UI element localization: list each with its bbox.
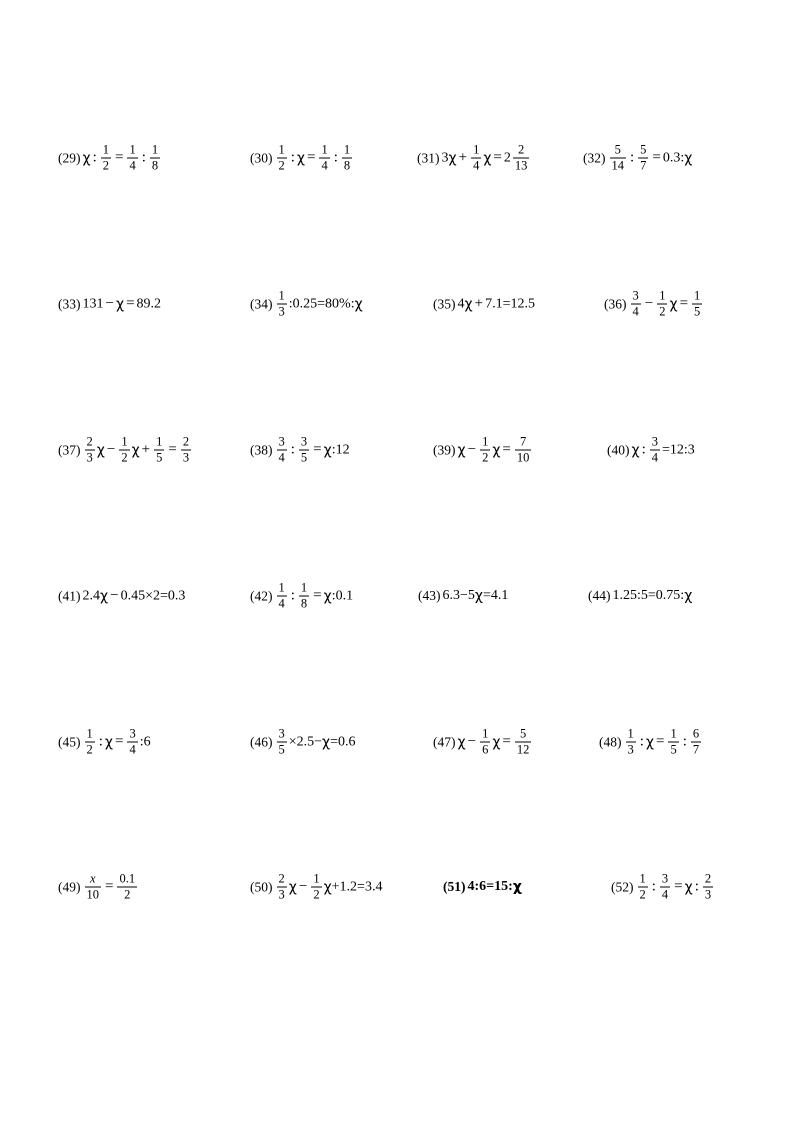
operator: − <box>105 295 114 312</box>
fraction-numerator: 1 <box>473 142 480 157</box>
problem <box>58 144 162 173</box>
fraction <box>668 728 678 757</box>
expression-text: 0.3: <box>662 150 685 165</box>
problem <box>250 728 356 757</box>
fraction-numerator: 2 <box>278 871 285 886</box>
fraction <box>342 144 352 173</box>
expression-text: =12:3 <box>662 442 695 457</box>
operator: − <box>644 295 654 312</box>
fraction-denominator: 4 <box>651 450 659 465</box>
expression-text: :0.25=80%: <box>288 296 355 311</box>
operator: : <box>98 733 103 750</box>
fraction-numerator: 1 <box>627 726 634 741</box>
problem <box>250 436 350 465</box>
fraction-numerator: 1 <box>102 142 110 157</box>
operator: = <box>502 441 511 458</box>
variable-x: χ <box>457 442 466 458</box>
fraction <box>277 290 287 319</box>
expression-text: :6 <box>139 734 151 749</box>
problem-number: (38) <box>250 442 273 458</box>
variable-x: χ <box>684 588 693 604</box>
fraction <box>626 728 636 757</box>
problem <box>588 589 692 603</box>
operator: − <box>106 441 116 458</box>
operator: = <box>674 878 683 895</box>
problem-number: (35) <box>433 296 456 312</box>
fraction-denominator: 4 <box>321 158 328 173</box>
operator: : <box>641 441 646 458</box>
problem <box>583 144 692 173</box>
fraction <box>638 873 648 902</box>
operator: : <box>290 441 295 458</box>
problem <box>250 290 363 319</box>
fraction-denominator: 2 <box>86 742 93 757</box>
problem-number: (29) <box>58 150 81 166</box>
fraction <box>181 436 191 465</box>
variable-x: χ <box>483 150 492 166</box>
variable-x: χ <box>512 879 522 895</box>
problem-number: (49) <box>58 879 81 895</box>
problem <box>604 290 704 319</box>
variable-x: χ <box>104 734 114 750</box>
fraction-numerator: 1 <box>278 288 285 303</box>
fraction <box>660 873 670 902</box>
variable-x: χ <box>82 150 91 166</box>
fraction-denominator: 13 <box>514 158 528 173</box>
fraction-numerator: 1 <box>129 142 136 157</box>
operator: + <box>141 441 151 458</box>
fraction <box>277 582 287 611</box>
fraction <box>703 873 713 902</box>
variable-x: χ <box>457 734 466 750</box>
variable-x: χ <box>131 442 140 458</box>
fraction <box>657 290 667 319</box>
fraction-denominator: 10 <box>86 887 99 902</box>
variable-x: χ <box>96 442 105 458</box>
problem-number: (40) <box>607 442 630 458</box>
expression-text: 4 <box>457 296 465 311</box>
expression-text: =0.6 <box>330 734 356 749</box>
fraction-numerator: 6 <box>692 726 700 741</box>
problem <box>443 880 522 894</box>
operator: = <box>115 733 124 750</box>
operator: = <box>115 149 124 166</box>
problem-number: (47) <box>433 734 456 750</box>
fraction <box>515 436 532 465</box>
fraction-denominator: 5 <box>156 450 163 465</box>
operator: = <box>656 733 665 750</box>
operator: = <box>105 878 114 895</box>
operator: = <box>168 441 177 458</box>
variable-x: χ <box>669 296 678 312</box>
expression-text: 3 <box>441 150 449 165</box>
operator: : <box>682 733 687 750</box>
operator: : <box>694 878 699 895</box>
fraction-denominator: 2 <box>313 887 320 902</box>
fraction-denominator: 4 <box>129 158 136 173</box>
variable-x: χ <box>323 588 332 604</box>
operator: + <box>474 295 484 312</box>
expression-text: +1.2=3.4 <box>331 879 383 894</box>
fraction-numerator: 1 <box>300 580 308 595</box>
operator: = <box>313 587 322 604</box>
problem <box>433 728 533 757</box>
problem <box>418 589 508 603</box>
fraction-numerator: 7 <box>520 434 527 449</box>
fraction-numerator: 1 <box>313 871 320 886</box>
fraction-denominator: 2 <box>278 158 285 173</box>
fraction-denominator: 5 <box>278 742 285 757</box>
fraction <box>277 144 287 173</box>
expression-text: 2 <box>503 150 511 165</box>
operator: + <box>458 149 468 166</box>
problem <box>250 582 353 611</box>
problem-number: (33) <box>58 296 81 312</box>
fraction-numerator: 0.1 <box>119 871 136 886</box>
operator: : <box>141 149 146 166</box>
operator: : <box>290 587 295 604</box>
problem-number: (42) <box>250 588 273 604</box>
problem <box>433 436 533 465</box>
problem-number: (41) <box>58 588 81 604</box>
variable-x: χ <box>100 588 109 604</box>
fraction-numerator: 3 <box>129 726 136 741</box>
variable-x: χ <box>323 879 332 895</box>
operator: = <box>313 441 322 458</box>
operator: = <box>126 295 135 312</box>
fraction-numerator: 1 <box>482 434 489 449</box>
fraction-numerator: 1 <box>321 142 328 157</box>
fraction <box>471 144 481 173</box>
variable-x: χ <box>323 442 332 458</box>
problem-number: (39) <box>433 442 456 458</box>
fraction-denominator: 3 <box>278 304 285 319</box>
fraction <box>150 144 160 173</box>
problem <box>250 873 382 902</box>
fraction-numerator: 3 <box>651 434 659 449</box>
fraction-denominator: 2 <box>639 887 646 902</box>
problem-number: (51) <box>443 879 466 895</box>
operator: − <box>467 441 477 458</box>
fraction-numerator: x <box>89 871 96 886</box>
expression-text: 89.2 <box>136 296 162 311</box>
fraction-denominator: 12 <box>516 742 530 757</box>
operator: : <box>290 149 295 166</box>
variable-x: χ <box>684 879 693 895</box>
fraction-numerator: 3 <box>278 434 285 449</box>
fraction-denominator: 14 <box>611 158 624 173</box>
variable-x: χ <box>645 734 655 750</box>
operator: = <box>652 149 661 166</box>
fraction-numerator: 1 <box>639 871 646 886</box>
expression-text: 2.4 <box>82 588 100 603</box>
variable-x: χ <box>631 442 640 458</box>
fraction-numerator: 1 <box>694 288 701 303</box>
fraction-numerator: 2 <box>86 434 93 449</box>
fraction <box>480 436 490 465</box>
fraction-denominator: 7 <box>640 158 647 173</box>
expression-text: 131 <box>82 296 104 311</box>
fraction-denominator: 2 <box>102 158 110 173</box>
fraction-denominator: 2 <box>659 304 666 319</box>
fraction-denominator: 3 <box>704 887 712 902</box>
problem-number: (37) <box>58 442 81 458</box>
problem-number: (30) <box>250 150 273 166</box>
problem <box>58 873 139 902</box>
fraction <box>277 728 287 757</box>
fraction-denominator: 3 <box>278 887 285 902</box>
fraction <box>277 436 287 465</box>
fraction-denominator: 3 <box>627 742 634 757</box>
variable-x: χ <box>492 442 501 458</box>
expression-text: 7.1=12.5 <box>485 296 535 311</box>
problem <box>58 589 185 604</box>
fraction <box>515 728 532 757</box>
fraction-numerator: 2 <box>182 434 190 449</box>
fraction-denominator: 2 <box>121 450 128 465</box>
fraction <box>85 436 95 465</box>
fraction <box>311 873 321 902</box>
fraction-numerator: 1 <box>151 142 159 157</box>
expression-text: 1.25:5=0.75: <box>612 588 685 603</box>
expression-text: :0.1 <box>331 588 354 603</box>
expression-text: =4.1 <box>483 588 509 603</box>
fraction-denominator: 4 <box>473 158 480 173</box>
fraction-numerator: 1 <box>86 726 93 741</box>
fraction-numerator: 2 <box>518 142 525 157</box>
fraction <box>631 290 641 319</box>
fraction-denominator: 4 <box>278 596 285 611</box>
fraction-denominator: 8 <box>343 158 351 173</box>
problem-number: (45) <box>58 734 81 750</box>
fraction-denominator: 4 <box>632 304 639 319</box>
fraction <box>691 728 701 757</box>
fraction <box>127 728 137 757</box>
problem <box>58 436 193 465</box>
variable-x: χ <box>684 150 693 166</box>
expression-text: 4:6=15: <box>467 879 513 894</box>
variable-x: χ <box>322 734 331 750</box>
variable-x: χ <box>464 296 473 312</box>
fraction-numerator: 1 <box>343 142 351 157</box>
fraction-numerator: 1 <box>670 726 677 741</box>
expression-text: 6.3−5 <box>442 588 475 603</box>
variable-x: χ <box>492 734 501 750</box>
fraction <box>299 582 309 611</box>
operator: − <box>110 587 119 604</box>
operator: = <box>307 149 316 166</box>
problem-number: (31) <box>417 150 440 166</box>
expression-text: :12 <box>331 442 350 457</box>
operator: : <box>639 733 644 750</box>
fraction-numerator: 1 <box>278 580 285 595</box>
operator: : <box>630 149 635 166</box>
operator: : <box>92 149 97 166</box>
operator: − <box>467 733 477 750</box>
fraction-denominator: 7 <box>692 742 700 757</box>
variable-x: χ <box>474 588 483 604</box>
fraction-denominator: 3 <box>182 450 190 465</box>
fraction <box>119 436 129 465</box>
problem <box>611 873 715 902</box>
problem-number: (50) <box>250 879 273 895</box>
problem-number: (48) <box>599 734 622 750</box>
fraction-denominator: 5 <box>670 742 677 757</box>
operator: = <box>679 295 689 312</box>
fraction-denominator: 4 <box>661 887 669 902</box>
operator: = <box>493 149 502 166</box>
fraction-numerator: 3 <box>278 726 285 741</box>
fraction-denominator: 3 <box>86 450 93 465</box>
fraction <box>85 728 95 757</box>
variable-x: χ <box>296 150 306 166</box>
fraction <box>85 873 102 902</box>
expression-text: 0.45×2=0.3 <box>120 588 186 603</box>
problem <box>58 728 151 757</box>
fraction <box>117 873 137 902</box>
operator: : <box>333 149 338 166</box>
variable-x: χ <box>288 879 297 895</box>
problem <box>599 728 703 757</box>
operator: − <box>298 878 308 895</box>
fraction <box>319 144 329 173</box>
fraction <box>154 436 164 465</box>
fraction-denominator: 8 <box>151 158 159 173</box>
fraction-denominator: 2 <box>482 450 489 465</box>
variable-x: χ <box>115 296 125 312</box>
fraction <box>101 144 111 173</box>
fraction-numerator: 5 <box>614 142 621 157</box>
fraction <box>692 290 702 319</box>
operator: = <box>502 733 511 750</box>
fraction-denominator: 5 <box>300 450 308 465</box>
fraction-numerator: 3 <box>300 434 308 449</box>
fraction <box>610 144 627 173</box>
problem-number: (43) <box>418 588 441 604</box>
fraction <box>299 436 309 465</box>
problem-number: (44) <box>588 588 611 604</box>
variable-x: χ <box>448 150 457 166</box>
problem-number: (34) <box>250 296 273 312</box>
fraction-denominator: 4 <box>278 450 285 465</box>
problem-number: (32) <box>583 150 606 166</box>
fraction <box>127 144 137 173</box>
expression-text: ×2.5− <box>288 734 323 749</box>
fraction-numerator: 2 <box>704 871 712 886</box>
fraction-numerator: 1 <box>278 142 285 157</box>
fraction <box>650 436 660 465</box>
variable-x: χ <box>354 296 363 312</box>
problem-number: (52) <box>611 879 634 895</box>
operator: : <box>651 878 656 895</box>
problem <box>250 144 354 173</box>
fraction-denominator: 4 <box>129 742 136 757</box>
problem-number: (36) <box>604 296 627 312</box>
problem <box>607 436 695 465</box>
fraction-numerator: 1 <box>659 288 666 303</box>
problem <box>433 297 535 312</box>
fraction-numerator: 5 <box>520 726 527 741</box>
fraction-numerator: 1 <box>121 434 128 449</box>
fraction <box>638 144 648 173</box>
problem <box>417 144 531 173</box>
fraction-numerator: 5 <box>640 142 647 157</box>
fraction <box>277 873 287 902</box>
problem <box>58 297 161 312</box>
fraction-numerator: 1 <box>482 726 489 741</box>
fraction-numerator: 3 <box>661 871 669 886</box>
fraction-denominator: 5 <box>694 304 701 319</box>
fraction-numerator: 3 <box>632 288 639 303</box>
fraction-denominator: 2 <box>124 887 131 902</box>
fraction-denominator: 8 <box>300 596 308 611</box>
fraction <box>513 144 530 173</box>
fraction-denominator: 10 <box>516 450 530 465</box>
fraction-denominator: 6 <box>482 742 489 757</box>
fraction-numerator: 1 <box>156 434 163 449</box>
fraction <box>480 728 490 757</box>
problem-number: (46) <box>250 734 273 750</box>
